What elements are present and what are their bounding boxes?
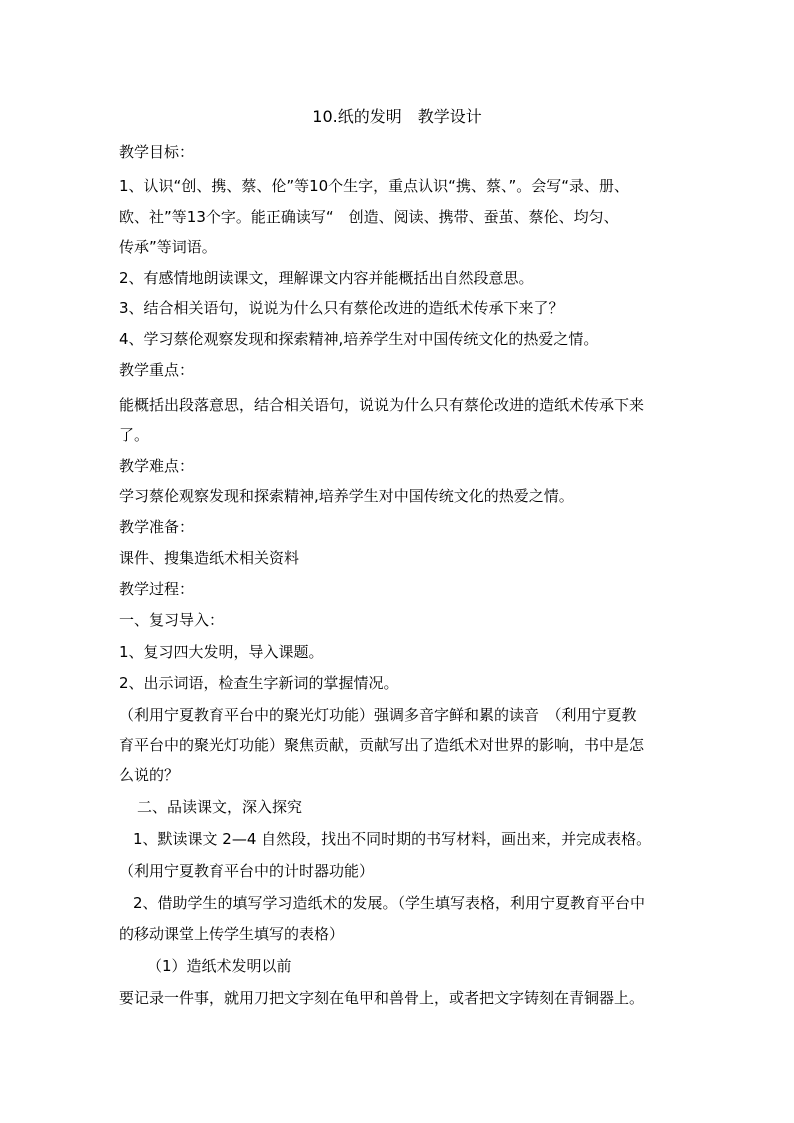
paragraph-line: 4、学习蔡伦观察发现和探索精神,培养学生对中国传统文化的热爱之情。 [119,330,599,348]
paragraph-line: 了。 [119,426,150,444]
paragraph-line: 的移动课堂上传学生填写的表格） [119,925,345,943]
paragraph-line: 1、认识“创、携、蔡、伦”等10个生字，重点认识“携、蔡、”。会写“录、册、 [119,177,629,195]
paragraph-line: 欧、社”等13个字。能正确读写“ 创造、阅读、携带、蚕茧、蔡伦、均匀、 [119,208,619,226]
paragraph-line: 传承”等词语。 [119,238,217,256]
section-heading-key-points: 教学重点： [119,361,195,379]
paragraph-line: 么说的？ [119,766,180,784]
paragraph-line: 3、结合相关语句，说说为什么只有蔡伦改进的造纸术传承下来了？ [119,299,564,317]
paragraph-line: 2、出示词语，检查生字新词的掌握情况。 [119,674,399,692]
paragraph-line: （利用宁夏教育平台中的计时器功能） [119,862,375,880]
section-heading-objectives: 教学目标： [119,143,195,161]
section-heading-process: 教学过程： [119,580,195,598]
section-heading-difficulties: 教学难点： [119,457,195,475]
paragraph-line: 育平台中的聚光灯功能）聚焦贡献，贡献写出了造纸术对世界的影响，书中是怎 [119,736,645,754]
document-title: 10.纸的发明 教学设计 [312,107,482,126]
subsection-heading: 二、品读课文，深入探究 [137,798,303,816]
paragraph-line: （利用宁夏教育平台中的聚光灯功能）强调多音字鲜和累的读音 （利用宁夏教 [119,706,637,724]
paragraph-line: 学习蔡伦观察发现和探索精神,培养学生对中国传统文化的热爱之情。 [119,487,574,505]
paragraph-line: 课件、搜集造纸术相关资料 [119,549,300,567]
paragraph-line: 1、复习四大发明，导入课题。 [119,643,324,661]
subsection-heading: （1）造纸术发明以前 [147,957,292,975]
paragraph-line: 能概括出段落意思，结合相关语句，说说为什么只有蔡伦改进的造纸术传承下来 [119,396,645,414]
paragraph-line: 2、有感情地朗读课文，理解课文内容并能概括出自然段意思。 [119,269,534,287]
paragraph-line: 2、借助学生的填写学习造纸术的发展。（学生填写表格，利用宁夏教育平台中 [133,894,646,912]
paragraph-line: 1、默读课文 2—4 自然段，找出不同时期的书写材料，画出来，并完成表格。 [133,830,652,848]
section-heading-preparation: 教学准备： [119,518,195,536]
paragraph-line: 要记录一件事，就用刀把文字刻在龟甲和兽骨上，或者把文字铸刻在青铜器上。 [119,989,645,1007]
subsection-heading: 一、复习导入： [119,611,225,629]
